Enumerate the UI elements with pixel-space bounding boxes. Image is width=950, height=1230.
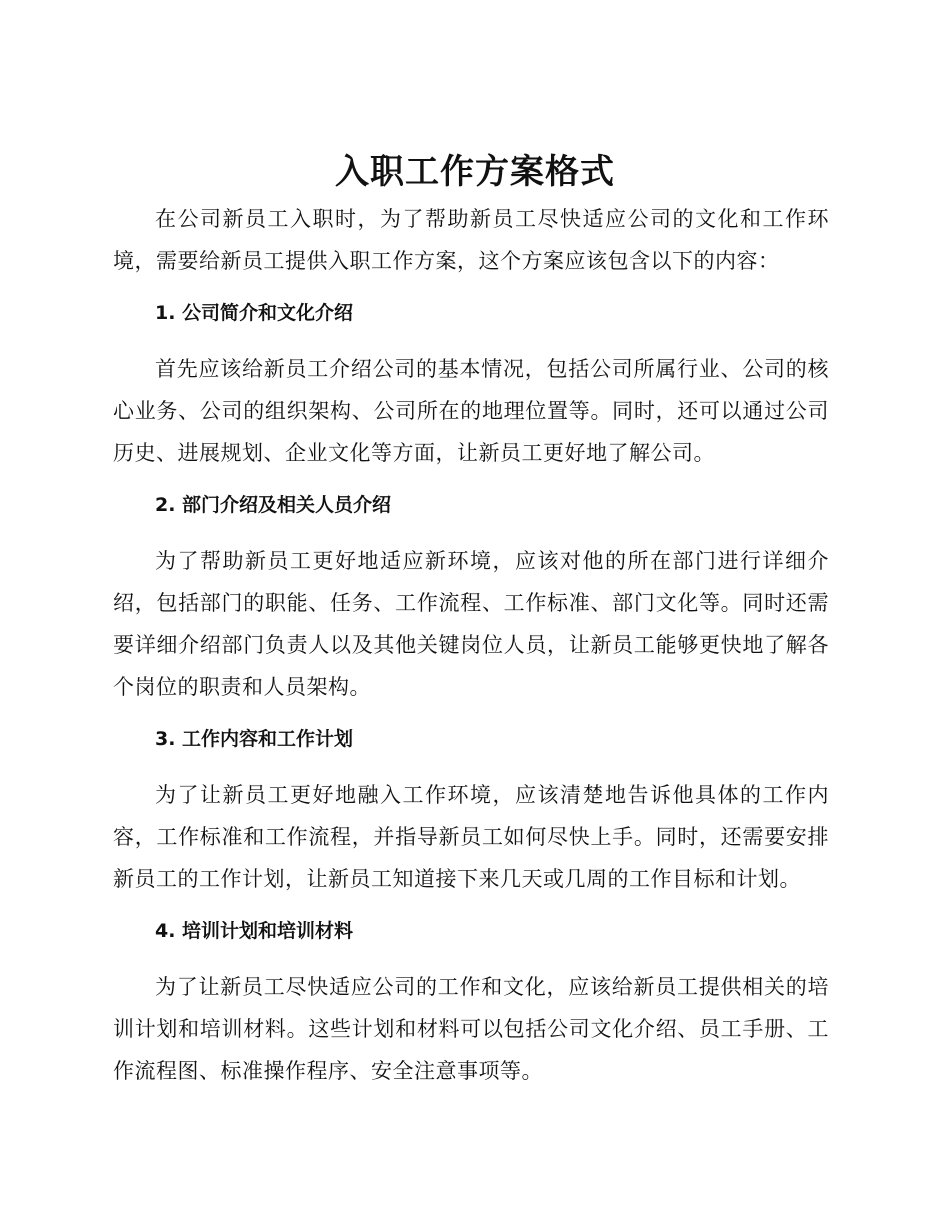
section-heading-1: 1. 公司简介和文化介绍 [155, 302, 354, 324]
document-body [113, 198, 829, 1104]
section-heading-3: 3. 工作内容和工作计划 [155, 728, 354, 750]
section-paragraph-3: 为了让新员工更好地融入工作环境，应该清楚地告诉他具体的工作内容，工作标准和工作流程，并指导新员工如何尽快上手。同时，还需要安排新员工的工作计划，让新员工知道接下来几天或几周的工作目标和计划。 [113, 783, 829, 891]
section-paragraph-2: 为了帮助新员工更好地适应新环境，应该对他的所在部门进行详细介绍，包括部门的职能、任务、工作流程、工作标准、部门文化等。同时还需要详细介绍部门负责人以及其他关键岗位人员，让新员工能够更快地了解各个岗位的职责和人员架构。 [113, 549, 829, 699]
intro-paragraph: 在公司新员工入职时，为了帮助新员工尽快适应公司的文化和工作环境，需要给新员工提供入职工作方案，这个方案应该包含以下的内容： [113, 207, 829, 273]
section-paragraph-4: 为了让新员工尽快适应公司的工作和文化，应该给新员工提供相关的培训计划和培训材料。这些计划和材料可以包括公司文化介绍、员工手册、工作流程图、标准操作程序、安全注意事项等。 [113, 975, 829, 1083]
document-title: 入职工作方案格式 [335, 152, 615, 192]
section-paragraph-1: 首先应该给新员工介绍公司的基本情况，包括公司所属行业、公司的核心业务、公司的组织架构、公司所在的地理位置等。同时，还可以通过公司历史、进展规划、企业文化等方面，让新员工更好地了解公司。 [113, 357, 829, 465]
section-heading-2: 2. 部门介绍及相关人员介绍 [155, 494, 392, 516]
section-heading-4: 4. 培训计划和培训材料 [155, 920, 354, 942]
